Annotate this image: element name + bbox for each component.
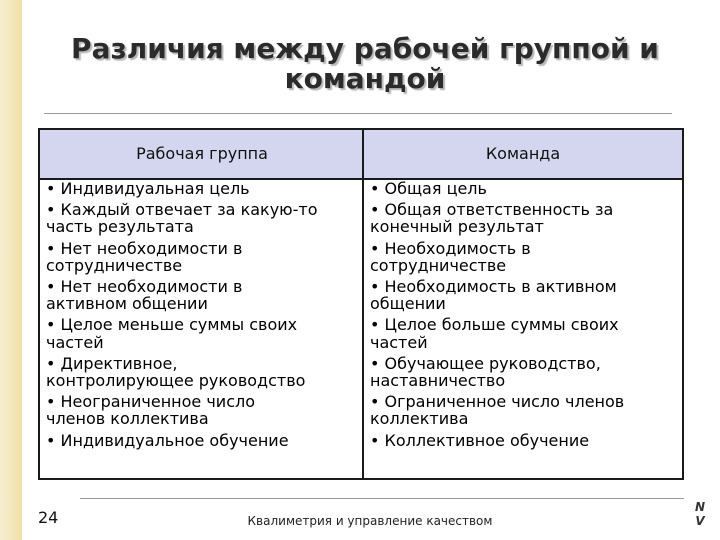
list-item: • Коллективное обучение [370,430,590,450]
list-item: • Индивидуальное обучение [46,430,289,450]
list-item: • Целое меньше суммы своих частей [46,315,298,352]
left-decorative-bar [0,0,22,540]
list-item: • Необходимость в активном общении [370,277,617,314]
page-number: 24 [38,508,59,527]
logo: N V [694,500,706,528]
list-item: • Каждый отвечает за какую-то часть результата [46,200,318,237]
list-item: • Общая ответственность за конечный результат [370,200,614,237]
title-divider [44,113,672,114]
list-item: • Целое больше суммы своих частей [370,315,619,352]
list-item: • Необходимость в сотрудничестве [370,238,531,275]
footer-divider [80,498,684,499]
list-item: • Ограниченное число членов коллектива [370,392,625,429]
list-item: • Обучающее руководство, наставничество [370,353,601,391]
list-item: • Директивное, контролирующее руководство [46,353,306,391]
list-item: • Неограниченное число членов коллектива [46,392,256,429]
team-column [370,180,680,453]
table-header-row [40,130,682,180]
slide-title: Различия между рабочей группой и командой [71,32,659,95]
list-item: • Индивидуальная цель [46,179,250,198]
list-item: • Общая цель [370,179,487,198]
header-team: Команда [485,144,561,163]
work-group-column [46,180,360,453]
list-item: • Нет необходимости в сотрудничестве [46,238,243,275]
comparison-table [38,128,684,480]
column-divider [362,130,364,478]
header-work-group: Рабочая группа [136,144,268,163]
footer-caption: Квалиметрия и управление качеством [247,514,493,528]
list-item: • Нет необходимости в активном общении [46,277,243,314]
